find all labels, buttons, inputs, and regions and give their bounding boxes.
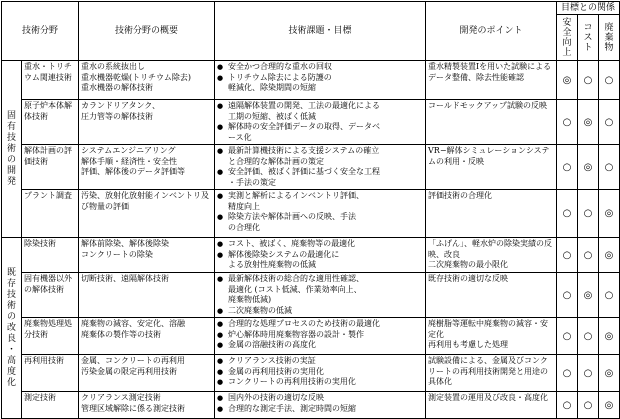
issues-cell bbox=[215, 273, 426, 318]
issue-text: 除染方法や解体計画への反映、手法 bbox=[228, 212, 357, 221]
issue-text: 合理的な測定手法、測定時間の短縮 bbox=[228, 403, 357, 413]
points-cell: コールドモックアップ試験の反映 bbox=[426, 100, 557, 145]
mark-cost: ○ bbox=[578, 190, 599, 238]
issue-line bbox=[217, 285, 423, 296]
bullet-icon: ● bbox=[217, 378, 224, 386]
mark-cost: ◎ bbox=[578, 273, 599, 318]
issue-text: 国内外の技術の適切な反映 bbox=[228, 393, 325, 402]
bullet-icon: ● bbox=[217, 306, 224, 315]
points-cell: 「ふげん」、軽水炉の除染実績の反映、改良 二次廃棄物の最小限化 bbox=[426, 238, 557, 273]
issue-text: 安全かつ合理的な重水の回収 bbox=[228, 62, 333, 71]
issue-line bbox=[217, 356, 423, 367]
issue-line bbox=[217, 319, 423, 330]
issue-text: 解体時の安全評価データの取得、データベ bbox=[228, 122, 381, 131]
bullet-icon: ● bbox=[217, 73, 224, 82]
issues-cell bbox=[215, 61, 426, 100]
mark-cost: ○ bbox=[578, 61, 599, 100]
bullet-icon: ● bbox=[217, 192, 224, 200]
field-cell: 測定技術 bbox=[22, 392, 79, 419]
bullet-icon: ● bbox=[217, 250, 224, 259]
table-row bbox=[2, 355, 620, 392]
issue-line bbox=[217, 295, 423, 306]
header-overview: 技術分野の概要 bbox=[79, 2, 215, 61]
issues-cell bbox=[215, 100, 426, 145]
issue-line bbox=[217, 306, 423, 317]
bullet-icon: ● bbox=[217, 275, 224, 283]
table-row bbox=[2, 145, 620, 190]
points-cell: 廃樹脂等運転中廃棄物の減容・安定化 再利用も考慮した処理 bbox=[426, 318, 557, 355]
header-tech-field: 技術分野 bbox=[2, 2, 79, 61]
field-cell: 固有機器以外の解体技術 bbox=[22, 273, 79, 318]
bullet-icon: ● bbox=[217, 320, 224, 328]
overview-cell: 廃棄物の減容、安定化、溶融 廃棄体の製作等の技術 bbox=[79, 318, 215, 355]
issue-text: 遠隔解体装置の開発、工法の最適化による bbox=[228, 101, 381, 110]
issue-line bbox=[217, 157, 423, 168]
issue-line bbox=[217, 167, 423, 178]
issue-text: 最新計算機技術による支援システムの確立 bbox=[228, 146, 380, 155]
issue-text: 最新解体技術の総合的な適用性確認、 bbox=[228, 274, 365, 283]
field-cell: 再利用技術 bbox=[22, 355, 79, 392]
bullet-icon: ● bbox=[217, 102, 224, 110]
issue-line bbox=[217, 122, 423, 133]
field-cell: 重水・トリチウム関連技術 bbox=[22, 61, 79, 100]
field-cell: 廃棄物処理処分技術 bbox=[22, 318, 79, 355]
mark-waste: ○ bbox=[599, 273, 620, 318]
header-cost bbox=[578, 15, 599, 61]
bullet-icon: ● bbox=[217, 367, 224, 376]
table-row bbox=[2, 273, 620, 318]
issue-text: 金属の溶融技術の高度化 bbox=[228, 340, 317, 349]
issue-text: よる放射性廃棄物の低減 bbox=[228, 260, 317, 269]
bullet-icon: ● bbox=[217, 63, 224, 71]
mark-cost: ◎ bbox=[578, 145, 599, 190]
table-row bbox=[2, 318, 620, 355]
mark-waste: ◎ bbox=[599, 318, 620, 355]
field-cell: プラント調査 bbox=[22, 190, 79, 238]
issue-text: ース化 bbox=[228, 132, 252, 142]
category-cell: 固 有 技 術 の 開 発 bbox=[2, 61, 22, 238]
mark-waste: ◎ bbox=[599, 238, 620, 273]
issue-line bbox=[217, 112, 423, 123]
bullet-icon: ● bbox=[217, 404, 224, 413]
mark-safety: ○ bbox=[557, 392, 578, 419]
overview-cell: 切断技術、遠隔解体技術 bbox=[79, 273, 215, 318]
mark-cost: ○ bbox=[578, 318, 599, 355]
mark-safety: ○ bbox=[557, 100, 578, 145]
bullet-icon: ● bbox=[217, 341, 224, 349]
header-safety-label: 安 全 向 上 bbox=[562, 18, 572, 58]
mark-cost: ○ bbox=[578, 355, 599, 392]
issue-text: ・手法の策定 bbox=[228, 177, 277, 187]
issue-text: 廃棄物低減) bbox=[228, 295, 272, 304]
overview-cell: 重水の系統抜出し 重水機器乾燥(トリチウム除去) 重水機器の解体技術 bbox=[79, 61, 215, 100]
mark-waste: ◎ bbox=[599, 392, 620, 419]
mark-cost: ○ bbox=[578, 392, 599, 419]
points-cell: 評価技術の合理化 bbox=[426, 190, 557, 238]
bullet-icon: ● bbox=[217, 147, 224, 155]
header-waste-label: 廃 棄 物 bbox=[604, 23, 614, 53]
field-cell: 解体計画の評価技術 bbox=[22, 145, 79, 190]
points-cell: VR−解体シミュレーションシステムの利用・反映 bbox=[426, 145, 557, 190]
issue-text: トリチウム除去による防護の bbox=[228, 72, 332, 82]
bullet-icon: ● bbox=[217, 168, 224, 176]
field-cell: 除染技術 bbox=[22, 238, 79, 273]
points-cell: 既存技術の適切な反映 bbox=[426, 273, 557, 318]
issue-line bbox=[217, 367, 423, 378]
bullet-icon: ● bbox=[217, 213, 224, 221]
issues-cell bbox=[215, 238, 426, 273]
issue-line bbox=[217, 212, 423, 223]
issue-text: 実測と解析によるインベントリ評価、 bbox=[228, 191, 365, 200]
mark-waste: ○ bbox=[599, 100, 620, 145]
issue-text: コンクリートの再利用技術の実用化 bbox=[228, 377, 356, 386]
technology-table bbox=[1, 1, 620, 419]
mark-waste: ◎ bbox=[599, 190, 620, 238]
issue-line bbox=[217, 250, 423, 261]
table-row bbox=[2, 392, 620, 419]
issue-line bbox=[217, 340, 423, 351]
mark-safety: ○ bbox=[557, 273, 578, 318]
issue-line bbox=[217, 83, 423, 94]
issue-text: コスト、被ばく、廃棄物等の最適化 bbox=[228, 239, 356, 248]
overview-cell: 解体前除染、解体後除染 コンクリートの除染 bbox=[79, 238, 215, 273]
mark-waste: ○ bbox=[599, 145, 620, 190]
points-cell: 試験設備による、金属及びコンクリートの再利用技術開発と用途の具体化 bbox=[426, 355, 557, 392]
issue-text: 工期の短縮、被ばく低減 bbox=[228, 111, 317, 121]
issue-line bbox=[217, 377, 423, 388]
issue-text: 二次廃棄物の低減 bbox=[228, 305, 293, 315]
mark-safety: ◎ bbox=[557, 61, 578, 100]
issues-cell bbox=[215, 392, 426, 419]
issue-line bbox=[217, 260, 423, 271]
issue-line bbox=[217, 146, 423, 157]
table-row bbox=[2, 100, 620, 145]
issue-line bbox=[217, 62, 423, 73]
issues-cell bbox=[215, 355, 426, 392]
bullet-icon: ● bbox=[217, 330, 224, 339]
bullet-icon: ● bbox=[217, 357, 224, 365]
mark-safety: ○ bbox=[557, 355, 578, 392]
issue-line bbox=[217, 133, 423, 144]
overview-cell: クリアランス測定技術 管理区域解除に係る測定技術 bbox=[79, 392, 215, 419]
category-cell: 既 存 技 術 の 改 良 ・ 高 度 化 bbox=[2, 238, 22, 419]
issue-text: 解体後除染システムの最適化に bbox=[228, 249, 340, 259]
issue-line bbox=[217, 223, 423, 234]
table-row bbox=[2, 190, 620, 238]
mark-safety: ○ bbox=[557, 190, 578, 238]
issue-line bbox=[217, 274, 423, 285]
issue-line bbox=[217, 191, 423, 202]
bullet-icon: ● bbox=[217, 123, 224, 131]
overview-cell: システムエンジニアリング 解体手順・経済性・安全性 評価、解体後のデータ評価等 bbox=[79, 145, 215, 190]
issue-text: 精度向上 bbox=[228, 201, 261, 211]
issue-text: の合理化 bbox=[228, 222, 261, 232]
field-cell: 原子炉本体解体技術 bbox=[22, 100, 79, 145]
issue-line bbox=[217, 404, 423, 415]
mark-cost: ◎ bbox=[578, 100, 599, 145]
issue-line bbox=[217, 239, 423, 250]
issue-line bbox=[217, 393, 423, 404]
issue-text: 安全評価、被ばく評価に基づく安全な工程 bbox=[228, 167, 381, 176]
mark-waste: ○ bbox=[599, 61, 620, 100]
issue-text: クリアランス技術の実証 bbox=[228, 356, 316, 365]
issue-text: 金属の再利用技術の実用化 bbox=[228, 366, 325, 376]
header-issues: 技術課題・目標 bbox=[215, 2, 426, 61]
header-relation-group: 目標との関係 bbox=[557, 2, 620, 15]
mark-safety: ○ bbox=[557, 145, 578, 190]
header-waste bbox=[599, 15, 620, 61]
overview-cell: 汚染、放射化放射能インベントリ及び物量の評価 bbox=[79, 190, 215, 238]
issue-line bbox=[217, 178, 423, 189]
mark-safety: ○ bbox=[557, 238, 578, 273]
bullet-icon: ● bbox=[217, 394, 224, 402]
header-cost-label: コ ス ト bbox=[583, 23, 593, 53]
points-cell: 重水精製装置Ⅰを用いた試験によるデータ整備、除去性能確認 bbox=[426, 61, 557, 100]
overview-cell: 金属、コンクリートの再利用 汚染金属の限定再利用技術 bbox=[79, 355, 215, 392]
issue-text: 合理的な処理プロセスのため技術の最適化 bbox=[228, 319, 381, 328]
mark-cost: ○ bbox=[578, 238, 599, 273]
mark-waste: ◎ bbox=[599, 355, 620, 392]
bullet-icon: ● bbox=[217, 240, 224, 248]
issue-text: と合理的な解体計画の策定 bbox=[228, 156, 325, 166]
issue-text: 最適化 (コスト低減、作業効率向上、 bbox=[228, 284, 362, 294]
mark-safety: ○ bbox=[557, 318, 578, 355]
overview-cell: カランドリアタンク、 圧力管等の解体技術 bbox=[79, 100, 215, 145]
issue-line bbox=[217, 330, 423, 341]
header-safety bbox=[557, 15, 578, 61]
points-cell: 測定装置の運用及び改良・高度化 bbox=[426, 392, 557, 419]
table-body bbox=[2, 61, 620, 419]
issues-cell bbox=[215, 145, 426, 190]
header-points: 開発のポイント bbox=[426, 2, 557, 61]
issue-text: 軽減化、除染期間の短縮 bbox=[228, 83, 317, 92]
issue-line bbox=[217, 202, 423, 213]
issues-cell bbox=[215, 318, 426, 355]
issue-line bbox=[217, 73, 423, 84]
table-row bbox=[2, 238, 620, 273]
table-row bbox=[2, 61, 620, 100]
issue-line bbox=[217, 101, 423, 112]
issue-text: 炉心解体時用廃棄物容器の設計・製作 bbox=[228, 329, 365, 339]
issues-cell bbox=[215, 190, 426, 238]
